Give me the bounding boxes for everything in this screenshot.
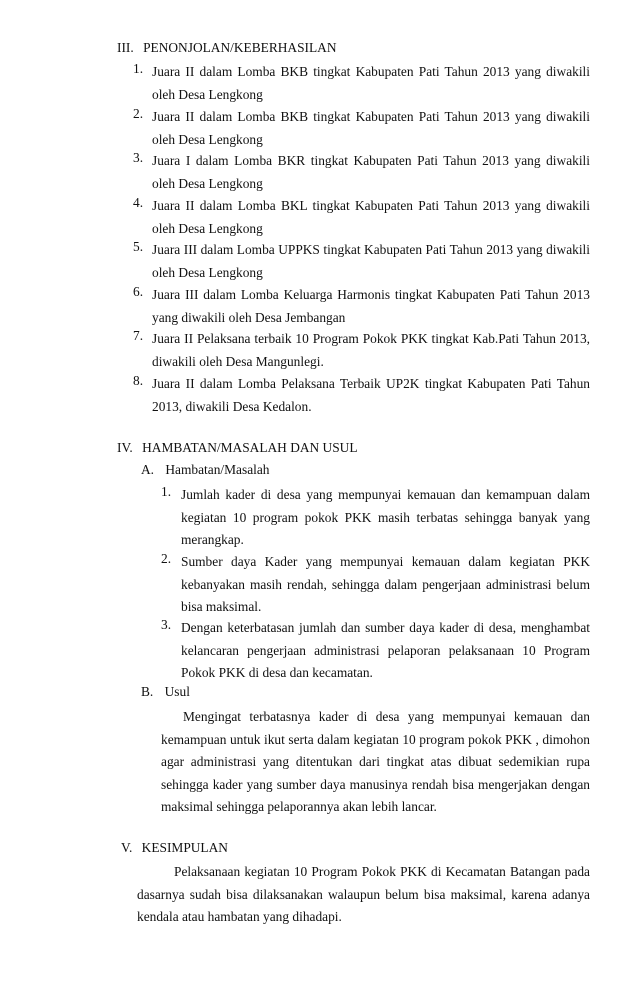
achievement-item-3 [133, 150, 590, 195]
achievement-item-5 [133, 239, 590, 284]
item-number: 4. [133, 195, 144, 210]
obstacle-item-2 [161, 551, 590, 619]
item-number: 2. [133, 106, 144, 121]
item-number: 2. [161, 551, 172, 566]
item-text: Juara II Pelaksana terbaik 10 Program Pokok PKK tingkat Kab.Pati Tahun 2013, diwakili oleh Desa Mangunlegi. [152, 331, 590, 369]
subsection-b-heading [141, 684, 190, 700]
item-text: Juara I dalam Lomba BKR tingkat Kabupaten Pati Tahun 2013 yang diwakili oleh Desa Lengkong [152, 153, 590, 191]
achievement-item-2 [133, 106, 590, 151]
section-3-heading [117, 40, 337, 56]
section-5-heading [121, 840, 228, 856]
item-number: 5. [133, 239, 144, 254]
item-text: Dengan keterbatasan jumlah dan sumber daya kader di desa, menghambat kelancaran pengerjaan administrasi pelaporan pelaksanaan 10 Program Pokok PKK di desa dan kecamatan. [181, 620, 590, 680]
item-number: 8. [133, 373, 144, 388]
item-number: 7. [133, 328, 144, 343]
item-number: 3. [161, 617, 172, 632]
subsection-a-title: Hambatan/Masalah [165, 462, 270, 477]
subsection-a-letter: A. [141, 462, 155, 477]
item-number: 1. [161, 484, 172, 499]
item-text: Juara III dalam Lomba Keluarga Harmonis tingkat Kabupaten Pati Tahun 2013 yang diwakili oleh Desa Jembangan [152, 287, 590, 325]
item-number: 3. [133, 150, 144, 165]
achievement-item-8 [133, 373, 590, 418]
section-4-number: IV. [117, 440, 133, 455]
subsection-b-letter: B. [141, 684, 154, 699]
obstacle-item-1 [161, 484, 590, 552]
item-text: Jumlah kader di desa yang mempunyai kemauan dan kemampuan dalam kegiatan 10 program pokok PKK masih terbatas sehingga banyak yang merangkap. [181, 487, 590, 547]
obstacle-item-3 [161, 617, 590, 685]
subsection-a-heading [141, 462, 270, 478]
achievement-item-6 [133, 284, 590, 329]
section-3-title: PENONJOLAN/KEBERHASILAN [143, 40, 337, 55]
item-number: 6. [133, 284, 144, 299]
subsection-b-title: Usul [164, 684, 190, 699]
item-text: Juara II dalam Lomba BKL tingkat Kabupaten Pati Tahun 2013 yang diwakili oleh Desa Lengkong [152, 198, 590, 236]
proposal-paragraph: Mengingat terbatasnya kader di desa yang mempunyai kemauan dan kemampuan untuk ikut serta dalam kegiatan 10 program pokok PKK , dimohon agar administrasi yang ditentukan dari tingkat atas dibuat sedemikian rupa sehingga kader yang sumber daya manusinya rendah bisa mengerjakan dengan maksimal sehingga pelaporannya akan lebih lancar. [161, 709, 590, 814]
section-5-number: V. [121, 840, 133, 855]
achievement-item-7 [133, 328, 590, 373]
achievement-item-1 [133, 61, 590, 106]
section-5-title: KESIMPULAN [141, 840, 228, 855]
conclusion-paragraph: Pelaksanaan kegiatan 10 Program Pokok PKK di Kecamatan Batangan pada dasarnya sudah bisa dilaksanakan walaupun belum bisa maksimal, karena adanya kendala atau hambatan yang dihadapi. [137, 864, 590, 924]
item-number: 1. [133, 61, 144, 76]
section-3-number: III. [117, 40, 134, 55]
section-4-heading [117, 440, 358, 456]
item-text: Juara II dalam Lomba BKB tingkat Kabupaten Pati Tahun 2013 yang diwakili oleh Desa Lengkong [152, 109, 590, 147]
item-text: Juara II dalam Lomba BKB tingkat Kabupaten Pati Tahun 2013 yang diwakili oleh Desa Lengkong [152, 64, 590, 102]
item-text: Juara III dalam Lomba UPPKS tingkat Kabupaten Pati Tahun 2013 yang diwakili oleh Desa Lengkong [152, 242, 590, 280]
item-text: Juara II dalam Lomba Pelaksana Terbaik UP2K tingkat Kabupaten Pati Tahun 2013, diwakili Desa Kedalon. [152, 376, 590, 414]
section-4-title: HAMBATAN/MASALAH DAN USUL [142, 440, 358, 455]
item-text: Sumber daya Kader yang mempunyai kemauan dalam kegiatan PKK kebanyakan masih rendah, sehingga dalam pengerjaan administrasi belum bisa maksimal. [181, 554, 590, 614]
achievement-item-4 [133, 195, 590, 240]
